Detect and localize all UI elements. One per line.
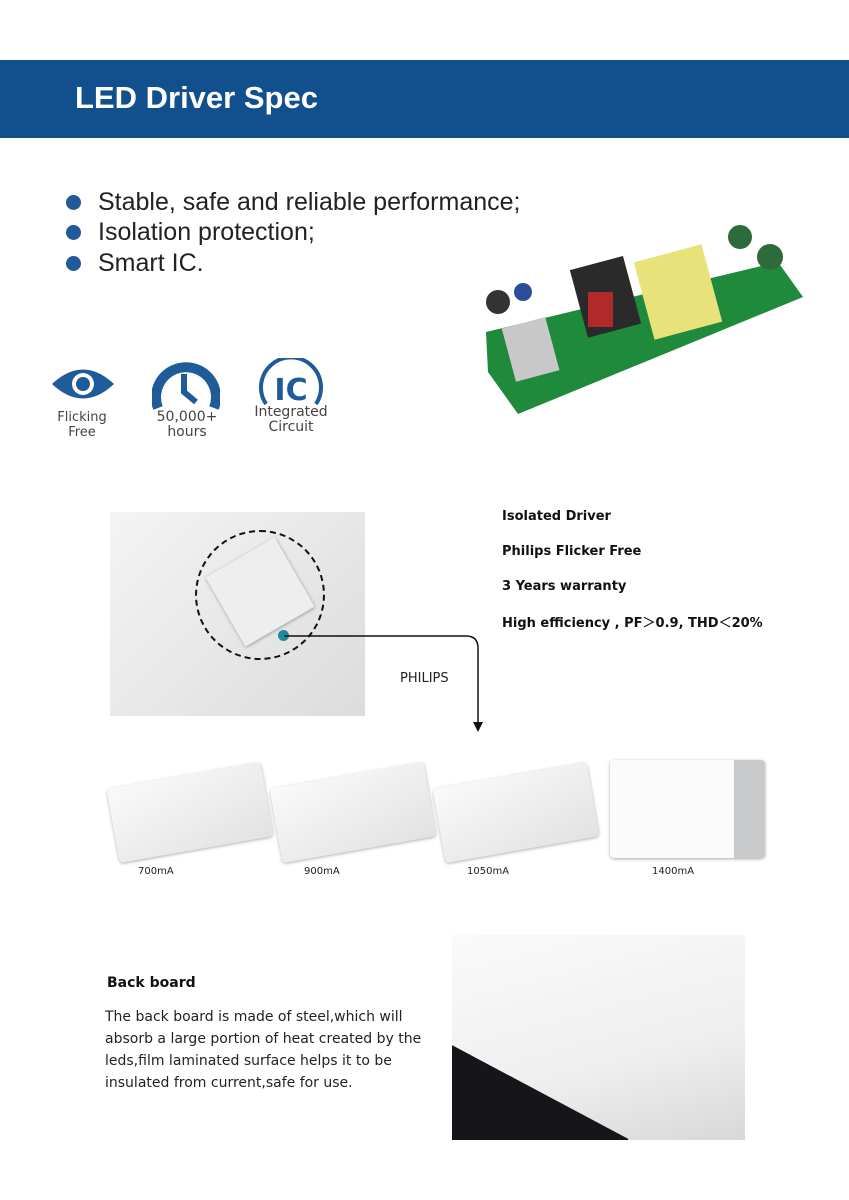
arrow-connector [280, 620, 490, 735]
feature-label: Flicking Free [57, 410, 107, 440]
spec-item: Philips Flicker Free [502, 544, 642, 559]
driver-1400ma-image [610, 760, 765, 858]
bullet-item [66, 188, 520, 217]
driver-label: 1050mA [467, 866, 510, 877]
bullet-dot-icon [66, 225, 81, 240]
eye-icon [50, 363, 116, 405]
bullet-text: Stable, safe and reliable performance; [98, 188, 521, 216]
svg-text:IC: IC [274, 373, 308, 406]
spec-item: Isolated Driver [502, 509, 611, 524]
driver-900ma-image [270, 762, 437, 863]
bullet-dot-icon [66, 256, 81, 271]
driver-700ma-image [107, 762, 274, 863]
page-title: LED Driver Spec [75, 80, 318, 115]
feature-label: 50,000+ hours [156, 409, 218, 440]
bullet-text: Smart IC. [98, 249, 204, 277]
driver-label: 1400mA [652, 866, 695, 877]
driver-label: 700mA [138, 866, 174, 877]
driver-label: 900mA [304, 866, 340, 877]
bullet-item [66, 218, 315, 247]
driver-1050ma-image [433, 762, 600, 863]
back-board-photo [452, 935, 745, 1140]
bullet-text: Isolation protection; [98, 218, 315, 246]
spec-item: 3 Years warranty [502, 579, 627, 594]
feature-label: Integrated Circuit [254, 404, 328, 435]
bullet-item [66, 249, 204, 278]
header-banner [0, 60, 849, 138]
clock-icon [152, 360, 220, 410]
back-board-description: The back board is made of steel,which will absorb a large portion of heat created by the leds,film laminated surface helps it to be insulated from current,safe for use. [105, 1009, 422, 1091]
ic-chip-icon [256, 358, 326, 406]
back-board-title: Back board [107, 975, 196, 991]
bullet-dot-icon [66, 195, 81, 210]
spec-item: High efficiency , PF＞0.9, THD＜20% [502, 616, 763, 631]
brand-label: PHILIPS [400, 671, 449, 686]
driver-pcb-image [478, 222, 808, 417]
